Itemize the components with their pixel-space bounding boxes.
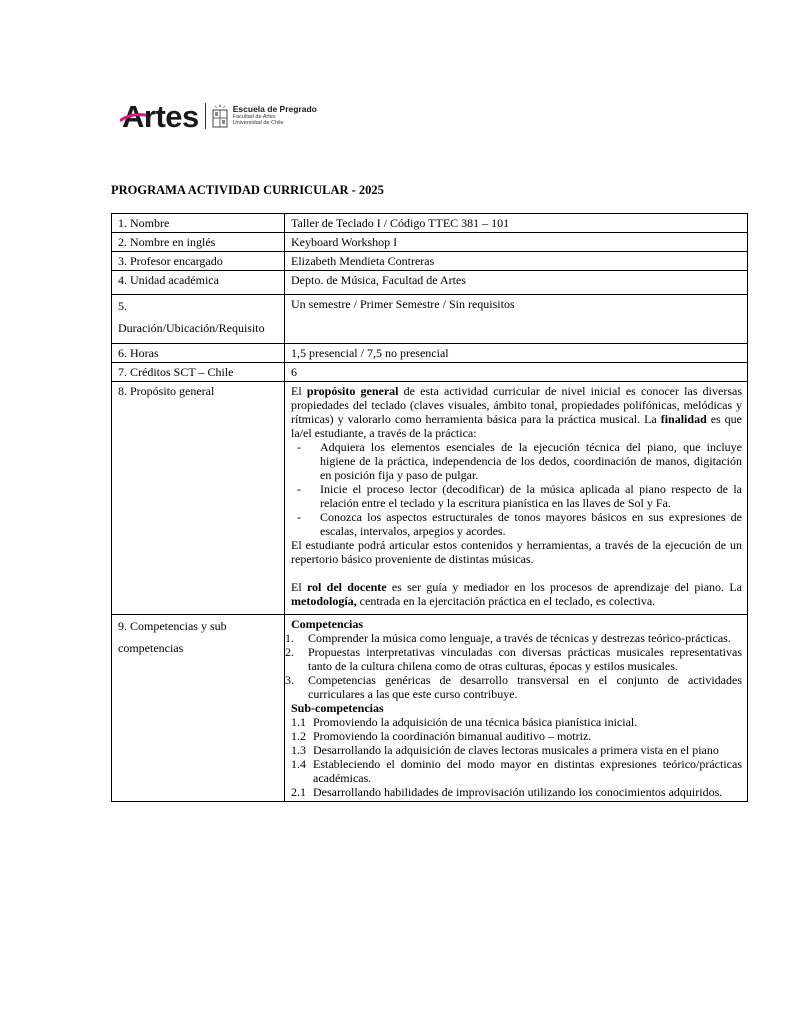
emphasis: metodología,: [291, 594, 357, 608]
list-item: [285, 631, 742, 645]
item-text: Propuestas interpretativas vinculadas con diversas prácticas musicales representativas tanto de la cultura chilena como de otras culturas, épocas y estilos musicales.: [308, 645, 742, 673]
purpose-paragraph: [291, 580, 742, 608]
list-item: [291, 757, 742, 785]
logo-faculty-name: Facultad de Artes: [232, 113, 276, 120]
row-value: 6: [285, 363, 748, 382]
list-item: - Inicie el proceso lector (decodificar) de la música aplicada al piano respecto de la relación entre el teclado y la escritura pianística en las llaves de Sol y Fa.: [320, 482, 742, 510]
row-value: 1,5 presencial / 7,5 no presencial: [285, 344, 748, 363]
university-seal-icon: [211, 103, 229, 129]
row-label-number: 5.: [118, 299, 127, 313]
item-number: 1.4: [291, 757, 306, 771]
sub-competencies-heading: Sub-competencias: [291, 701, 384, 715]
sub-competencies-list: [291, 715, 742, 799]
item-text: Promoviendo la coordinación bimanual auditivo – motriz.: [313, 729, 592, 743]
item-text: Desarrollando la adquisición de claves lectoras musicales a primera vista en el piano: [313, 743, 719, 757]
text: centrada en la ejercitación práctica en el teclado, es colectiva.: [356, 594, 656, 608]
logo-university-name: Universidad de Chile: [232, 120, 284, 127]
logo-text: [233, 105, 317, 127]
table-row: [112, 271, 748, 295]
row-label-text: Duración/Ubicación/Requisito: [118, 321, 265, 335]
list-item: [291, 785, 742, 799]
row-label: 4. Unidad académica: [112, 271, 285, 295]
emphasis: propósito general: [306, 384, 399, 398]
document-title: PROGRAMA ACTIVIDAD CURRICULAR - 2025: [111, 183, 384, 197]
row-label: [112, 615, 285, 802]
item-number: 3.: [285, 673, 294, 687]
text: es ser guía y mediador en los procesos de aprendizaje del piano. La: [386, 580, 742, 594]
logo-wordmark: Artes: [122, 98, 199, 134]
purpose-cell: [285, 382, 748, 615]
item-number: 1.: [285, 631, 294, 645]
table-row: [112, 252, 748, 271]
row-value: Un semestre / Primer Semestre / Sin requisitos: [285, 295, 748, 344]
table-row: [112, 382, 748, 615]
purpose-paragraph: [291, 384, 742, 440]
item-number: 1.1: [291, 715, 306, 729]
emphasis: rol del docente: [306, 580, 387, 594]
row-label-line: competencias: [118, 641, 184, 655]
row-label: 2. Nombre en inglés: [112, 233, 285, 252]
table-row: [112, 233, 748, 252]
table-row: [112, 344, 748, 363]
row-label: 3. Profesor encargado: [112, 252, 285, 271]
text: El: [291, 580, 307, 594]
row-value: Elizabeth Mendieta Contreras: [285, 252, 748, 271]
row-value: Depto. de Música, Facultad de Artes: [285, 271, 748, 295]
list-item: - Adquiera los elementos esenciales de la ejecución técnica del piano, que incluye higiene de la práctica, independencia de los dedos, coordinación de manos, digitación en posición fija y paso de pulgar.: [320, 440, 742, 482]
list-item: [285, 645, 742, 673]
table-row: [112, 214, 748, 233]
item-number: 1.2: [291, 729, 306, 743]
row-label: [112, 295, 285, 344]
text: es que la/el estudiante, a través de la práctica:: [291, 412, 742, 440]
spacer: [291, 566, 742, 580]
logo-divider: [205, 103, 206, 129]
row-value: Taller de Teclado I / Código TTEC 381 – 101: [285, 214, 748, 233]
item-text: Estableciendo el dominio del modo mayor en distintas expresiones teórico/prácticas académicas.: [313, 757, 742, 785]
emphasis: finalidad: [660, 412, 707, 426]
list-item: [291, 715, 742, 729]
logo-school-name: Escuela de Pregrado: [232, 104, 317, 115]
table-row: [112, 295, 748, 344]
curriculum-table: [111, 213, 748, 802]
table-row: [112, 363, 748, 382]
row-label-line: 9. Competencias y sub: [118, 619, 227, 633]
item-text: Desarrollando habilidades de improvisación utilizando los conocimientos adquiridos.: [313, 785, 723, 799]
list-item: [291, 729, 742, 743]
purpose-paragraph: El estudiante podrá articular estos contenidos y herramientas, a través de la ejecución de un repertorio básico proveniente de distintas músicas.: [291, 538, 742, 566]
text: de esta actividad curricular de nivel inicial es conocer las diversas propiedades del teclado (claves visuales, ámbito tonal, propiedades polifónicas, melódicas y rítmicas) y valorarlo como herramienta básica para la práctica musical. La: [291, 384, 742, 426]
purpose-list: [291, 440, 742, 538]
competencies-cell: [285, 615, 748, 802]
item-number: 2.: [285, 645, 294, 659]
table-row: [112, 615, 748, 802]
competencies-list: [285, 631, 742, 701]
row-label: 6. Horas: [112, 344, 285, 363]
list-item: - Conozca los aspectos estructurales de tonos mayores básicos en sus expresiones de escalas, intervalos, arpegios y acordes.: [320, 510, 742, 538]
row-label: 8. Propósito general: [112, 382, 285, 615]
list-item: [285, 673, 742, 701]
row-label: 7. Créditos SCT – Chile: [112, 363, 285, 382]
logo-swoosh-icon: [120, 113, 146, 122]
competencies-heading: Competencias: [291, 617, 363, 631]
faculty-logo: [122, 96, 317, 136]
item-number: 1.3: [291, 743, 306, 757]
text: El: [291, 384, 307, 398]
row-label: 1. Nombre: [112, 214, 285, 233]
list-item: [291, 743, 742, 757]
item-text: Competencias genéricas de desarrollo transversal en el conjunto de actividades curriculares a las que este curso contribuye.: [308, 673, 742, 701]
item-number: 2.1: [291, 785, 306, 799]
row-value: Keyboard Workshop I: [285, 233, 748, 252]
item-text: Comprender la música como lenguaje, a través de técnicas y destrezas teórico-prácticas.: [308, 631, 731, 645]
item-text: Promoviendo la adquisición de una técnica básica pianística inicial.: [313, 715, 638, 729]
